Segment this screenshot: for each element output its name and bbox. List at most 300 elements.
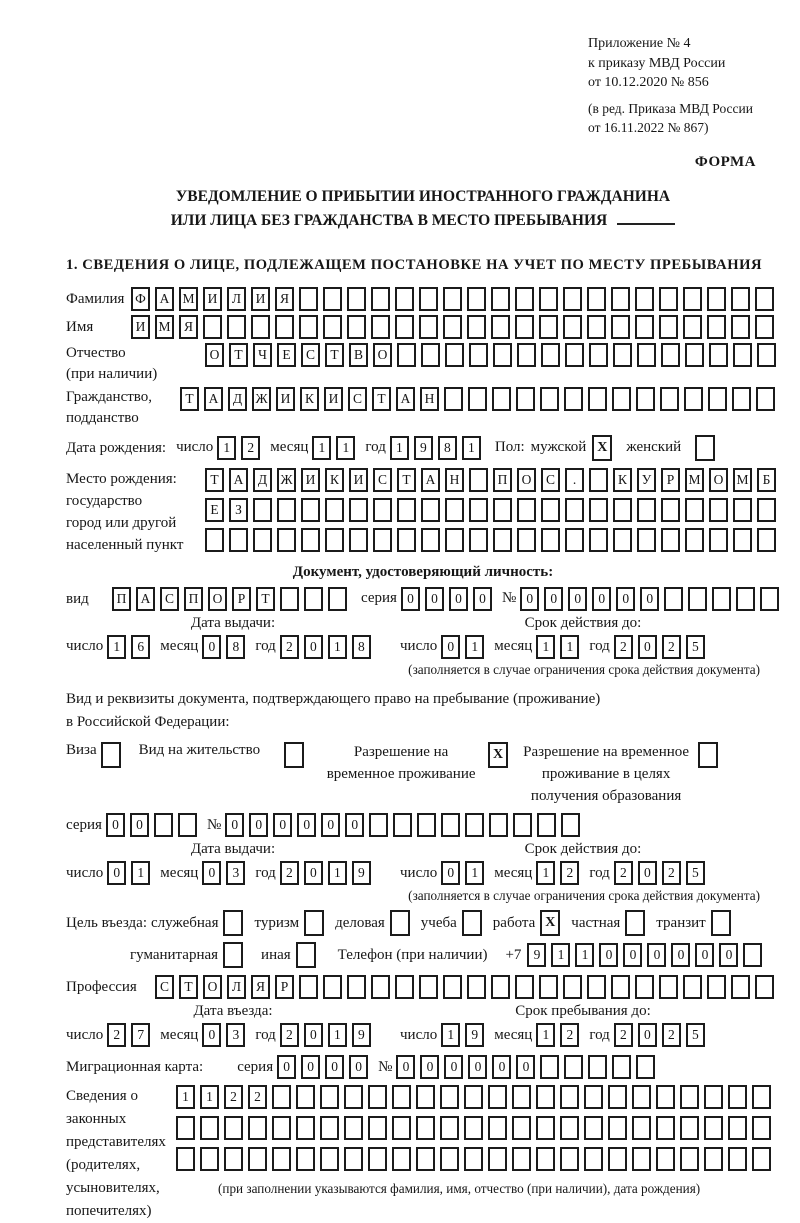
transit-checkbox[interactable] — [711, 910, 731, 936]
char-cell[interactable]: 8 — [226, 635, 245, 659]
char-cell[interactable] — [392, 1116, 411, 1140]
char-cell[interactable] — [488, 1116, 507, 1140]
char-cell[interactable]: П — [184, 587, 203, 611]
char-cell[interactable]: У — [637, 468, 656, 492]
char-cell[interactable] — [277, 528, 296, 552]
char-cell[interactable] — [323, 975, 342, 999]
char-cell[interactable] — [661, 343, 680, 367]
char-cell[interactable] — [733, 498, 752, 522]
char-cell[interactable]: 0 — [304, 861, 323, 885]
char-cell[interactable] — [515, 975, 534, 999]
char-cell[interactable] — [392, 1147, 411, 1171]
char-cell[interactable]: П — [493, 468, 512, 492]
char-cell[interactable] — [637, 528, 656, 552]
char-cell[interactable] — [397, 528, 416, 552]
char-cell[interactable] — [636, 1055, 655, 1079]
char-cell[interactable] — [584, 1147, 603, 1171]
char-cell[interactable]: 8 — [438, 436, 457, 460]
char-cell[interactable] — [419, 287, 438, 311]
char-cell[interactable] — [489, 813, 508, 837]
char-cell[interactable]: К — [300, 387, 319, 411]
char-cell[interactable]: 0 — [301, 1055, 320, 1079]
char-cell[interactable] — [584, 1116, 603, 1140]
char-cell[interactable] — [613, 498, 632, 522]
char-cell[interactable] — [683, 975, 702, 999]
char-cell[interactable] — [757, 343, 776, 367]
char-cell[interactable] — [349, 498, 368, 522]
char-cell[interactable] — [517, 343, 536, 367]
char-cell[interactable] — [443, 315, 462, 339]
char-cell[interactable] — [728, 1116, 747, 1140]
business-checkbox[interactable] — [390, 910, 410, 936]
char-cell[interactable]: И — [251, 287, 270, 311]
char-cell[interactable] — [395, 287, 414, 311]
char-cell[interactable] — [344, 1147, 363, 1171]
char-cell[interactable]: Т — [205, 468, 224, 492]
char-cell[interactable] — [392, 1085, 411, 1109]
char-cell[interactable] — [320, 1116, 339, 1140]
char-cell[interactable]: Т — [372, 387, 391, 411]
char-cell[interactable]: 5 — [686, 1023, 705, 1047]
char-cell[interactable]: М — [155, 315, 174, 339]
char-cell[interactable]: 1 — [465, 861, 484, 885]
char-cell[interactable]: 0 — [544, 587, 563, 611]
char-cell[interactable]: С — [155, 975, 174, 999]
char-cell[interactable]: 2 — [614, 635, 633, 659]
char-cell[interactable] — [752, 1147, 771, 1171]
char-cell[interactable] — [491, 975, 510, 999]
char-cell[interactable] — [154, 813, 173, 837]
char-cell[interactable]: 0 — [349, 1055, 368, 1079]
char-cell[interactable] — [344, 1116, 363, 1140]
char-cell[interactable] — [513, 813, 532, 837]
char-cell[interactable] — [227, 315, 246, 339]
char-cell[interactable]: 0 — [202, 861, 221, 885]
char-cell[interactable] — [445, 498, 464, 522]
char-cell[interactable]: 0 — [616, 587, 635, 611]
char-cell[interactable]: 1 — [560, 635, 579, 659]
char-cell[interactable] — [732, 387, 751, 411]
char-cell[interactable] — [176, 1147, 195, 1171]
char-cell[interactable] — [588, 1055, 607, 1079]
char-cell[interactable] — [421, 498, 440, 522]
char-cell[interactable]: О — [208, 587, 227, 611]
char-cell[interactable]: 0 — [225, 813, 244, 837]
char-cell[interactable] — [515, 315, 534, 339]
char-cell[interactable]: З — [229, 498, 248, 522]
char-cell[interactable]: С — [541, 468, 560, 492]
char-cell[interactable]: 9 — [352, 1023, 371, 1047]
char-cell[interactable] — [541, 528, 560, 552]
char-cell[interactable] — [704, 1116, 723, 1140]
char-cell[interactable] — [203, 315, 222, 339]
char-cell[interactable] — [251, 315, 270, 339]
char-cell[interactable] — [664, 587, 683, 611]
char-cell[interactable] — [608, 1147, 627, 1171]
char-cell[interactable] — [539, 975, 558, 999]
char-cell[interactable] — [516, 387, 535, 411]
char-cell[interactable]: 0 — [202, 635, 221, 659]
char-cell[interactable] — [296, 1147, 315, 1171]
char-cell[interactable] — [393, 813, 412, 837]
char-cell[interactable]: О — [203, 975, 222, 999]
humanitarian-checkbox[interactable] — [223, 942, 243, 968]
char-cell[interactable]: 0 — [106, 813, 125, 837]
char-cell[interactable]: А — [155, 287, 174, 311]
char-cell[interactable] — [395, 315, 414, 339]
sex-male-checkbox[interactable]: X — [592, 435, 612, 461]
char-cell[interactable]: 1 — [462, 436, 481, 460]
char-cell[interactable] — [611, 975, 630, 999]
char-cell[interactable] — [731, 287, 750, 311]
char-cell[interactable] — [229, 528, 248, 552]
char-cell[interactable] — [755, 287, 774, 311]
char-cell[interactable]: 0 — [273, 813, 292, 837]
char-cell[interactable]: 2 — [280, 635, 299, 659]
char-cell[interactable] — [275, 315, 294, 339]
char-cell[interactable] — [565, 498, 584, 522]
residence-permit-checkbox[interactable] — [284, 742, 304, 768]
char-cell[interactable] — [656, 1147, 675, 1171]
char-cell[interactable]: 2 — [280, 1023, 299, 1047]
char-cell[interactable] — [757, 498, 776, 522]
char-cell[interactable] — [493, 343, 512, 367]
char-cell[interactable]: Я — [251, 975, 270, 999]
char-cell[interactable] — [537, 813, 556, 837]
char-cell[interactable]: 0 — [468, 1055, 487, 1079]
char-cell[interactable] — [565, 528, 584, 552]
char-cell[interactable]: 0 — [473, 587, 492, 611]
char-cell[interactable] — [589, 343, 608, 367]
char-cell[interactable] — [467, 315, 486, 339]
char-cell[interactable] — [756, 387, 775, 411]
char-cell[interactable] — [612, 1055, 631, 1079]
char-cell[interactable]: 2 — [662, 861, 681, 885]
char-cell[interactable] — [325, 498, 344, 522]
char-cell[interactable]: Я — [179, 315, 198, 339]
char-cell[interactable] — [560, 1116, 579, 1140]
char-cell[interactable] — [584, 1085, 603, 1109]
char-cell[interactable] — [467, 287, 486, 311]
char-cell[interactable]: 0 — [647, 943, 666, 967]
char-cell[interactable] — [752, 1085, 771, 1109]
char-cell[interactable]: М — [179, 287, 198, 311]
temp-residence-education-checkbox[interactable] — [698, 742, 718, 768]
char-cell[interactable]: 0 — [592, 587, 611, 611]
char-cell[interactable]: 2 — [107, 1023, 126, 1047]
char-cell[interactable]: 1 — [536, 861, 555, 885]
char-cell[interactable]: Ф — [131, 287, 150, 311]
char-cell[interactable] — [515, 287, 534, 311]
char-cell[interactable] — [443, 975, 462, 999]
char-cell[interactable] — [536, 1085, 555, 1109]
char-cell[interactable] — [419, 315, 438, 339]
char-cell[interactable] — [491, 315, 510, 339]
char-cell[interactable]: Е — [277, 343, 296, 367]
char-cell[interactable]: А — [396, 387, 415, 411]
char-cell[interactable]: 0 — [325, 1055, 344, 1079]
char-cell[interactable]: 9 — [465, 1023, 484, 1047]
char-cell[interactable] — [755, 975, 774, 999]
char-cell[interactable] — [299, 287, 318, 311]
char-cell[interactable]: 1 — [465, 635, 484, 659]
char-cell[interactable]: 1 — [536, 635, 555, 659]
char-cell[interactable]: И — [131, 315, 150, 339]
char-cell[interactable] — [688, 587, 707, 611]
char-cell[interactable] — [728, 1085, 747, 1109]
char-cell[interactable]: 0 — [345, 813, 364, 837]
char-cell[interactable]: 2 — [280, 861, 299, 885]
char-cell[interactable] — [564, 387, 583, 411]
char-cell[interactable]: О — [517, 468, 536, 492]
char-cell[interactable] — [755, 315, 774, 339]
char-cell[interactable] — [253, 498, 272, 522]
char-cell[interactable] — [635, 975, 654, 999]
char-cell[interactable]: 0 — [441, 861, 460, 885]
char-cell[interactable] — [608, 1085, 627, 1109]
char-cell[interactable] — [635, 315, 654, 339]
char-cell[interactable]: 2 — [560, 1023, 579, 1047]
char-cell[interactable]: Т — [179, 975, 198, 999]
work-checkbox[interactable]: X — [540, 910, 560, 936]
char-cell[interactable]: Р — [661, 468, 680, 492]
char-cell[interactable] — [612, 387, 631, 411]
char-cell[interactable] — [368, 1116, 387, 1140]
char-cell[interactable] — [632, 1116, 651, 1140]
char-cell[interactable]: О — [205, 343, 224, 367]
char-cell[interactable]: 2 — [662, 1023, 681, 1047]
char-cell[interactable] — [707, 287, 726, 311]
char-cell[interactable] — [632, 1085, 651, 1109]
char-cell[interactable]: 6 — [131, 635, 150, 659]
char-cell[interactable]: И — [276, 387, 295, 411]
char-cell[interactable] — [440, 1116, 459, 1140]
char-cell[interactable]: 0 — [396, 1055, 415, 1079]
char-cell[interactable] — [304, 587, 323, 611]
char-cell[interactable] — [492, 387, 511, 411]
char-cell[interactable] — [344, 1085, 363, 1109]
char-cell[interactable]: 0 — [444, 1055, 463, 1079]
char-cell[interactable]: Р — [275, 975, 294, 999]
char-cell[interactable] — [563, 287, 582, 311]
char-cell[interactable] — [588, 387, 607, 411]
char-cell[interactable] — [685, 528, 704, 552]
char-cell[interactable] — [469, 468, 488, 492]
char-cell[interactable]: К — [325, 468, 344, 492]
char-cell[interactable] — [299, 975, 318, 999]
char-cell[interactable]: М — [685, 468, 704, 492]
char-cell[interactable] — [371, 975, 390, 999]
char-cell[interactable] — [224, 1116, 243, 1140]
char-cell[interactable] — [512, 1085, 531, 1109]
char-cell[interactable] — [517, 498, 536, 522]
char-cell[interactable] — [467, 975, 486, 999]
char-cell[interactable] — [683, 287, 702, 311]
char-cell[interactable]: 9 — [414, 436, 433, 460]
char-cell[interactable]: 0 — [130, 813, 149, 837]
char-cell[interactable] — [561, 813, 580, 837]
char-cell[interactable] — [659, 315, 678, 339]
char-cell[interactable]: И — [203, 287, 222, 311]
char-cell[interactable]: 0 — [568, 587, 587, 611]
char-cell[interactable]: Д — [228, 387, 247, 411]
char-cell[interactable]: И — [324, 387, 343, 411]
char-cell[interactable] — [709, 498, 728, 522]
char-cell[interactable]: 0 — [492, 1055, 511, 1079]
char-cell[interactable] — [299, 315, 318, 339]
char-cell[interactable] — [200, 1147, 219, 1171]
char-cell[interactable] — [224, 1147, 243, 1171]
char-cell[interactable] — [635, 287, 654, 311]
char-cell[interactable]: 0 — [695, 943, 714, 967]
char-cell[interactable] — [656, 1116, 675, 1140]
char-cell[interactable]: Р — [232, 587, 251, 611]
char-cell[interactable]: 0 — [297, 813, 316, 837]
char-cell[interactable] — [733, 528, 752, 552]
char-cell[interactable] — [347, 287, 366, 311]
char-cell[interactable] — [560, 1085, 579, 1109]
char-cell[interactable] — [589, 498, 608, 522]
char-cell[interactable] — [536, 1147, 555, 1171]
char-cell[interactable] — [368, 1147, 387, 1171]
char-cell[interactable] — [328, 587, 347, 611]
char-cell[interactable] — [465, 813, 484, 837]
char-cell[interactable] — [445, 528, 464, 552]
char-cell[interactable] — [368, 1085, 387, 1109]
char-cell[interactable] — [733, 343, 752, 367]
char-cell[interactable] — [272, 1116, 291, 1140]
char-cell[interactable] — [371, 287, 390, 311]
char-cell[interactable] — [441, 813, 460, 837]
char-cell[interactable]: 3 — [226, 861, 245, 885]
char-cell[interactable] — [707, 975, 726, 999]
char-cell[interactable] — [680, 1116, 699, 1140]
char-cell[interactable] — [320, 1147, 339, 1171]
char-cell[interactable] — [371, 315, 390, 339]
char-cell[interactable]: 0 — [671, 943, 690, 967]
char-cell[interactable] — [417, 813, 436, 837]
char-cell[interactable]: Т — [397, 468, 416, 492]
char-cell[interactable] — [539, 287, 558, 311]
char-cell[interactable] — [349, 528, 368, 552]
private-checkbox[interactable] — [625, 910, 645, 936]
char-cell[interactable] — [659, 287, 678, 311]
char-cell[interactable] — [613, 343, 632, 367]
char-cell[interactable]: С — [348, 387, 367, 411]
char-cell[interactable] — [416, 1116, 435, 1140]
char-cell[interactable] — [684, 387, 703, 411]
char-cell[interactable]: 0 — [640, 587, 659, 611]
char-cell[interactable]: Б — [757, 468, 776, 492]
char-cell[interactable] — [280, 587, 299, 611]
char-cell[interactable]: 8 — [352, 635, 371, 659]
char-cell[interactable]: 2 — [224, 1085, 243, 1109]
char-cell[interactable] — [421, 343, 440, 367]
char-cell[interactable] — [683, 315, 702, 339]
char-cell[interactable] — [301, 498, 320, 522]
char-cell[interactable] — [469, 343, 488, 367]
char-cell[interactable] — [320, 1085, 339, 1109]
char-cell[interactable]: 0 — [638, 1023, 657, 1047]
char-cell[interactable] — [757, 528, 776, 552]
char-cell[interactable]: 1 — [217, 436, 236, 460]
char-cell[interactable]: 1 — [328, 635, 347, 659]
char-cell[interactable] — [540, 1055, 559, 1079]
char-cell[interactable]: 7 — [131, 1023, 150, 1047]
char-cell[interactable] — [488, 1147, 507, 1171]
char-cell[interactable] — [493, 498, 512, 522]
char-cell[interactable]: 1 — [176, 1085, 195, 1109]
temp-residence-checkbox[interactable]: X — [488, 742, 508, 768]
char-cell[interactable] — [440, 1147, 459, 1171]
tourism-checkbox[interactable] — [304, 910, 324, 936]
char-cell[interactable] — [469, 498, 488, 522]
char-cell[interactable]: 9 — [527, 943, 546, 967]
char-cell[interactable] — [176, 1116, 195, 1140]
char-cell[interactable] — [680, 1085, 699, 1109]
char-cell[interactable]: 0 — [441, 635, 460, 659]
char-cell[interactable] — [397, 498, 416, 522]
char-cell[interactable] — [709, 343, 728, 367]
char-cell[interactable]: 2 — [614, 1023, 633, 1047]
char-cell[interactable] — [731, 315, 750, 339]
char-cell[interactable] — [373, 528, 392, 552]
char-cell[interactable]: Ж — [252, 387, 271, 411]
sex-female-checkbox[interactable] — [695, 435, 715, 461]
char-cell[interactable]: 2 — [662, 635, 681, 659]
char-cell[interactable] — [277, 498, 296, 522]
char-cell[interactable]: Т — [229, 343, 248, 367]
char-cell[interactable] — [248, 1147, 267, 1171]
char-cell[interactable]: 0 — [321, 813, 340, 837]
char-cell[interactable] — [565, 343, 584, 367]
char-cell[interactable]: 0 — [719, 943, 738, 967]
char-cell[interactable]: 0 — [425, 587, 444, 611]
char-cell[interactable]: П — [112, 587, 131, 611]
char-cell[interactable]: 0 — [520, 587, 539, 611]
char-cell[interactable]: К — [613, 468, 632, 492]
char-cell[interactable]: М — [733, 468, 752, 492]
char-cell[interactable]: 1 — [441, 1023, 460, 1047]
char-cell[interactable]: 1 — [551, 943, 570, 967]
char-cell[interactable] — [731, 975, 750, 999]
char-cell[interactable] — [272, 1147, 291, 1171]
char-cell[interactable]: 0 — [304, 635, 323, 659]
char-cell[interactable] — [728, 1147, 747, 1171]
char-cell[interactable] — [445, 343, 464, 367]
char-cell[interactable] — [440, 1085, 459, 1109]
char-cell[interactable]: 1 — [312, 436, 331, 460]
char-cell[interactable] — [416, 1085, 435, 1109]
char-cell[interactable]: 0 — [623, 943, 642, 967]
char-cell[interactable]: . — [565, 468, 584, 492]
char-cell[interactable] — [712, 587, 731, 611]
char-cell[interactable]: 1 — [200, 1085, 219, 1109]
char-cell[interactable] — [587, 975, 606, 999]
char-cell[interactable]: 0 — [449, 587, 468, 611]
char-cell[interactable] — [656, 1085, 675, 1109]
char-cell[interactable]: Д — [253, 468, 272, 492]
char-cell[interactable] — [632, 1147, 651, 1171]
char-cell[interactable] — [444, 387, 463, 411]
char-cell[interactable]: 0 — [401, 587, 420, 611]
char-cell[interactable] — [253, 528, 272, 552]
char-cell[interactable] — [661, 528, 680, 552]
char-cell[interactable] — [468, 387, 487, 411]
char-cell[interactable]: 1 — [336, 436, 355, 460]
char-cell[interactable] — [736, 587, 755, 611]
char-cell[interactable] — [560, 1147, 579, 1171]
